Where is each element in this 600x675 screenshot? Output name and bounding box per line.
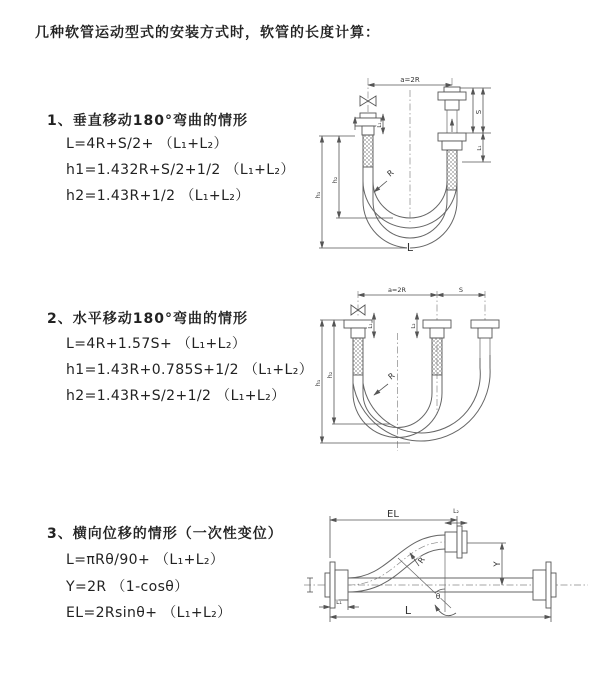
angle-arrow: [435, 605, 456, 616]
radius-label: R: [416, 555, 427, 566]
middle-flange-fitting: [423, 320, 451, 338]
dim-h1-label: h₁: [314, 191, 322, 199]
dim-y-label: Y: [493, 561, 503, 567]
dim-l-label: L: [404, 604, 412, 617]
right-flange-fitting: [533, 562, 556, 608]
section-3-formula-EL: EL=2Rsinθ+ （L₁+L₂）: [66, 605, 232, 621]
dim-s-label: S: [458, 286, 464, 294]
right-flange-lower-position: [438, 133, 466, 150]
braided-hose-section: [363, 135, 373, 167]
dim-a2r-label: a=2R: [387, 286, 407, 294]
section-3-formula-Y: Y=2R （1-cosθ）: [66, 579, 189, 595]
section-1-formula-h1: h1=1.432R+S/2+1/2 （L₁+L₂）: [66, 162, 295, 178]
dim-a2r-label: a=2R: [400, 76, 420, 84]
dim-s-label: S: [475, 109, 483, 115]
right-flange-upper-position: [438, 87, 466, 110]
radius-label: R: [385, 168, 396, 179]
dim-l2-label: L₂: [411, 323, 417, 329]
diagram-lateral-displacement: [298, 500, 600, 652]
radius-line: [398, 558, 451, 608]
dim-l1-label: L₁: [377, 122, 383, 128]
page-title: 几种软管运动型式的安装方式时，软管的长度计算：: [35, 25, 380, 41]
u-hose-curves: [353, 355, 490, 441]
dim-l2-label: L₂: [453, 508, 459, 515]
diagram-horizontal-180-bend: [300, 283, 592, 470]
u-hose-curves: [363, 167, 457, 248]
dim-theta-label: θ: [435, 592, 441, 601]
radius-leader: [374, 181, 387, 192]
section-2-heading: 2、水平移动180°弯曲的情形: [47, 311, 248, 327]
dim-h1-label: h₁: [314, 379, 322, 387]
moved-flange-fitting: [445, 526, 467, 558]
dim-l1-label: L₁: [368, 323, 374, 329]
section-3-heading: 3、横向位移的情形（一次性变位）: [47, 526, 283, 542]
braided-hose-section: [447, 150, 457, 190]
section-2-formula-h1: h1=1.43R+0.785S+1/2 （L₁+L₂）: [66, 362, 314, 378]
braided-hose-section: [353, 338, 363, 375]
radius-leader: [374, 384, 388, 395]
section-3-formula-L: L=πRθ/90+ （L₁+L₂）: [66, 552, 225, 568]
dim-h2-label: h₂: [326, 371, 334, 379]
diagram-vertical-180-bend: [303, 70, 585, 255]
section-2-formula-L: L=4R+1.57S+ （L₁+L₂）: [66, 336, 247, 352]
dim-l1-label: L₁: [336, 599, 342, 606]
right-flange-fitting-moved: [471, 320, 499, 338]
dim-h2-label: h₂: [331, 176, 339, 184]
length-label: L: [406, 241, 414, 254]
section-1-formula-h2: h2=1.43R+1/2 （L₁+L₂）: [66, 188, 250, 204]
section-1-heading: 1、垂直移动180°弯曲的情形: [47, 113, 248, 129]
radius-label: R: [386, 371, 397, 382]
braided-hose-section: [432, 338, 442, 375]
section-2-formula-h2: h2=1.43R+S/2+1/2 （L₁+L₂）: [66, 388, 286, 404]
dim-l1b-label: L₁: [477, 145, 483, 151]
dim-el-label: EL: [387, 509, 399, 520]
section-1-formula-L: L=4R+S/2+ （L₁+L₂）: [66, 136, 228, 152]
s-curve-hose: [348, 535, 445, 592]
